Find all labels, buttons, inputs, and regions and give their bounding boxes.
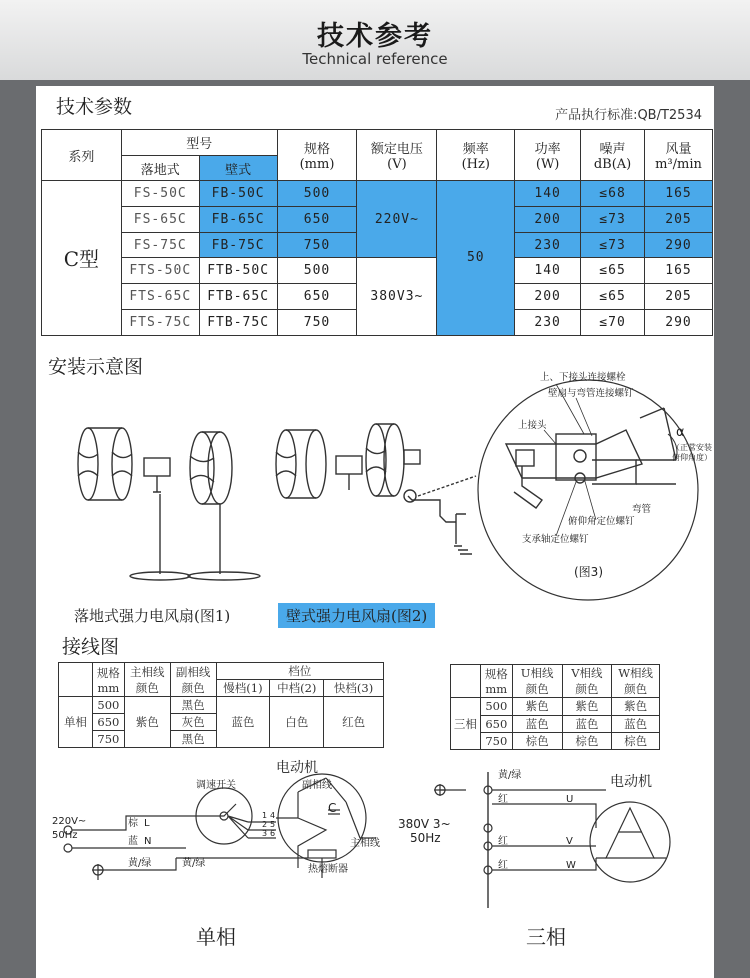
cell-noise: ≤73 [581,207,645,233]
tp-w-color: 紫色 [612,698,660,715]
tp-motor-label: 电动机 [610,774,652,790]
sp-hdr-gear: 档位 [216,663,384,680]
cell-frequency: 50 [437,181,515,335]
cell-airflow: 205 [645,207,713,233]
cell-power: 230 [515,232,581,258]
cell-spec: 650 [277,207,357,233]
tp-spec: 650 [480,715,512,732]
sp-yg2-label: 黄/绿 [182,858,206,869]
tp-U-label: U [566,794,574,805]
fig3-alpha-note-1: （正常安装 [672,443,712,452]
tp-w-color: 蓝色 [612,715,660,732]
tp-hdr-w: W相线 颜色 [612,665,660,698]
hdr-power: 功率 (W) [515,130,581,181]
sp-aux-color: 黑色 [170,697,216,714]
fig3-callout-tilt-screw: 俯仰角定位螺钉 [568,516,635,527]
cell-noise: ≤65 [581,258,645,284]
cell-floor-model: FS-65C [121,207,199,233]
three-phase-caption: 三相 [526,925,566,949]
tp-u-color: 蓝色 [512,715,562,732]
tp-v-color: 棕色 [562,732,612,749]
single-phase-caption: 单相 [196,925,236,949]
sp-spec: 500 [92,697,124,714]
cell-airflow: 205 [645,284,713,310]
cell-noise: ≤68 [581,181,645,207]
cell-wall-model: FTB-75C [199,309,277,335]
cell-power: 140 [515,181,581,207]
sp-terminal-4: 4 [270,811,276,820]
sp-hdr-fast: 快档(3) [324,680,384,697]
sp-yg1-label: 黄/绿 [128,858,152,869]
tp-u-color: 紫色 [512,698,562,715]
sp-L-label: L [144,818,150,829]
tp-v-color: 蓝色 [562,715,612,732]
sp-spec: 750 [92,731,124,748]
three-phase-schematic [434,772,670,908]
cell-spec: 500 [277,258,357,284]
sp-mid-color: 白色 [270,697,324,748]
tp-red2-label: 红 [498,836,508,847]
hdr-floor: 落地式 [121,155,199,181]
cell-airflow: 290 [645,309,713,335]
tp-phase: 三相 [451,698,481,750]
hdr-wall: 壁式 [199,155,277,181]
page-header [0,0,750,80]
sp-aux-color: 灰色 [170,714,216,731]
sp-fuse-label: 热熔断器 [308,864,348,875]
cell-wall-model: FB-65C [199,207,277,233]
hdr-frequency: 频率 (Hz) [437,130,515,181]
floor-fan-front-illustration [188,432,260,580]
tp-W-label: W [566,860,576,871]
cell-floor-model: FTS-65C [121,284,199,310]
tp-spec: 750 [480,732,512,749]
sp-hdr-aux: 副相线 颜色 [170,663,216,697]
cell-power: 140 [515,258,581,284]
cell-floor-model: FTS-50C [121,258,199,284]
cell-spec: 650 [277,284,357,310]
sp-main-color: 紫色 [124,697,170,748]
install-diagram [36,364,714,614]
sp-hdr-spec: 规格 mm [92,663,124,697]
cell-wall-model: FTB-50C [199,258,277,284]
hdr-series: 系列 [42,130,122,181]
fig3-alpha-note-2: 俯仰角度） [672,453,712,462]
caption-wall-fan: 壁式强力电风扇(图2) [278,603,435,628]
cell-spec: 750 [277,309,357,335]
sp-blue-label: 蓝 [128,836,138,847]
hdr-model: 型号 [121,130,277,156]
cell-power: 200 [515,207,581,233]
tp-spec: 500 [480,698,512,715]
cell-spec: 500 [277,181,357,207]
tp-u-color: 棕色 [512,732,562,749]
cell-wall-model: FTB-65C [199,284,277,310]
sp-brown-label: 棕 [128,818,138,829]
tp-yg-label: 黄/绿 [498,770,522,781]
fig3-alpha: α [676,425,685,440]
single-phase-table [58,662,384,748]
cell-voltage-220: 220V~ [357,181,437,258]
sp-main-label: 主相线 [350,838,380,849]
tp-red1-label: 红 [498,794,508,805]
spec-table [41,129,713,336]
hdr-noise: 噪声 dB(A) [581,130,645,181]
tp-freq-label: 50Hz [410,831,441,845]
wall-fan-side-illustration [276,430,362,498]
hdr-spec: 规格 (mm) [277,130,357,181]
cell-noise: ≤65 [581,284,645,310]
fig3-callout-shaft-screw: 支承轴定位螺钉 [522,534,589,545]
sp-freq-label: 50Hz [52,830,78,841]
standard-label: 产品执行标准:QB/T2534 [555,108,702,123]
sp-aux-color: 黑色 [170,731,216,748]
fig3-callout-screw: 壁扇与弯管连接螺钉 [548,388,634,399]
cell-noise: ≤70 [581,309,645,335]
floor-fan-side-illustration [78,428,190,580]
wiring-title: 接线图 [62,636,120,658]
sp-slow-color: 蓝色 [216,697,270,748]
sp-terminal-3: 3 [262,829,268,838]
sp-hdr-mid: 中档(2) [270,680,324,697]
sp-terminal-1: 1 [262,811,268,820]
table-row [42,258,713,284]
fig3-joint-illustration [506,430,676,508]
tp-hdr-v: V相线 颜色 [562,665,612,698]
cell-floor-model: FS-75C [121,232,199,258]
sp-cap-label: C [328,801,337,815]
sp-terminal-6: 6 [270,829,276,838]
tp-red3-label: 红 [498,860,508,871]
tp-v-color: 紫色 [562,698,612,715]
cell-power: 230 [515,309,581,335]
fig3-callout-pipe: 弯管 [632,504,652,515]
sp-phase: 单相 [59,697,93,748]
hdr-voltage: 额定电压 (V) [357,130,437,181]
sp-terminal-5: 5 [270,820,276,829]
sp-motor-label: 电动机 [276,760,318,776]
cell-noise: ≤73 [581,232,645,258]
install-title: 安装示意图 [48,356,144,378]
hdr-airflow: 风量 m³/min [645,130,713,181]
sp-terminal-2: 2 [262,820,268,829]
tp-hdr-u: U相线 颜色 [512,665,562,698]
fig3-callout-bolt: 上、下接头连接螺栓 [540,372,626,383]
cell-airflow: 165 [645,258,713,284]
caption-floor-fan: 落地式强力电风扇(图1) [74,607,231,625]
header-subtitle: Technical reference [302,50,448,68]
header-title: 技术参考 [317,21,433,52]
sp-aux-label: 副相线 [302,780,332,791]
sp-switch-label: 调速开关 [196,780,236,791]
cell-voltage-380: 380V3~ [357,258,437,335]
table-row [42,181,713,207]
cell-wall-model: FB-50C [199,181,277,207]
sp-spec: 650 [92,714,124,731]
tp-hdr-spec: 规格 mm [480,665,512,698]
sp-hdr-slow: 慢档(1) [216,680,270,697]
cell-floor-model: FTS-75C [121,309,199,335]
wall-fan-front-illustration [366,424,472,554]
tp-V-label: V [566,836,573,847]
cell-floor-model: FS-50C [121,181,199,207]
cell-airflow: 290 [645,232,713,258]
sp-fast-color: 红色 [324,697,384,748]
cell-power: 200 [515,284,581,310]
fig3-callout-upper-joint: 上接头 [518,420,547,431]
tp-w-color: 棕色 [612,732,660,749]
fig3-caption: (图3) [574,565,603,579]
series-cell: C型 [42,181,122,335]
sp-voltage-label: 220V~ [52,816,87,827]
three-phase-table [450,664,660,750]
sp-N-label: N [144,836,152,847]
document-page [36,86,714,978]
tech-params-title: 技术参数 [56,96,133,118]
cell-spec: 750 [277,232,357,258]
wiring-schematics [36,758,714,918]
cell-wall-model: FB-75C [199,232,277,258]
sp-hdr-main: 主相线 颜色 [124,663,170,697]
cell-airflow: 165 [645,181,713,207]
tp-voltage-label: 380V 3~ [398,817,451,831]
